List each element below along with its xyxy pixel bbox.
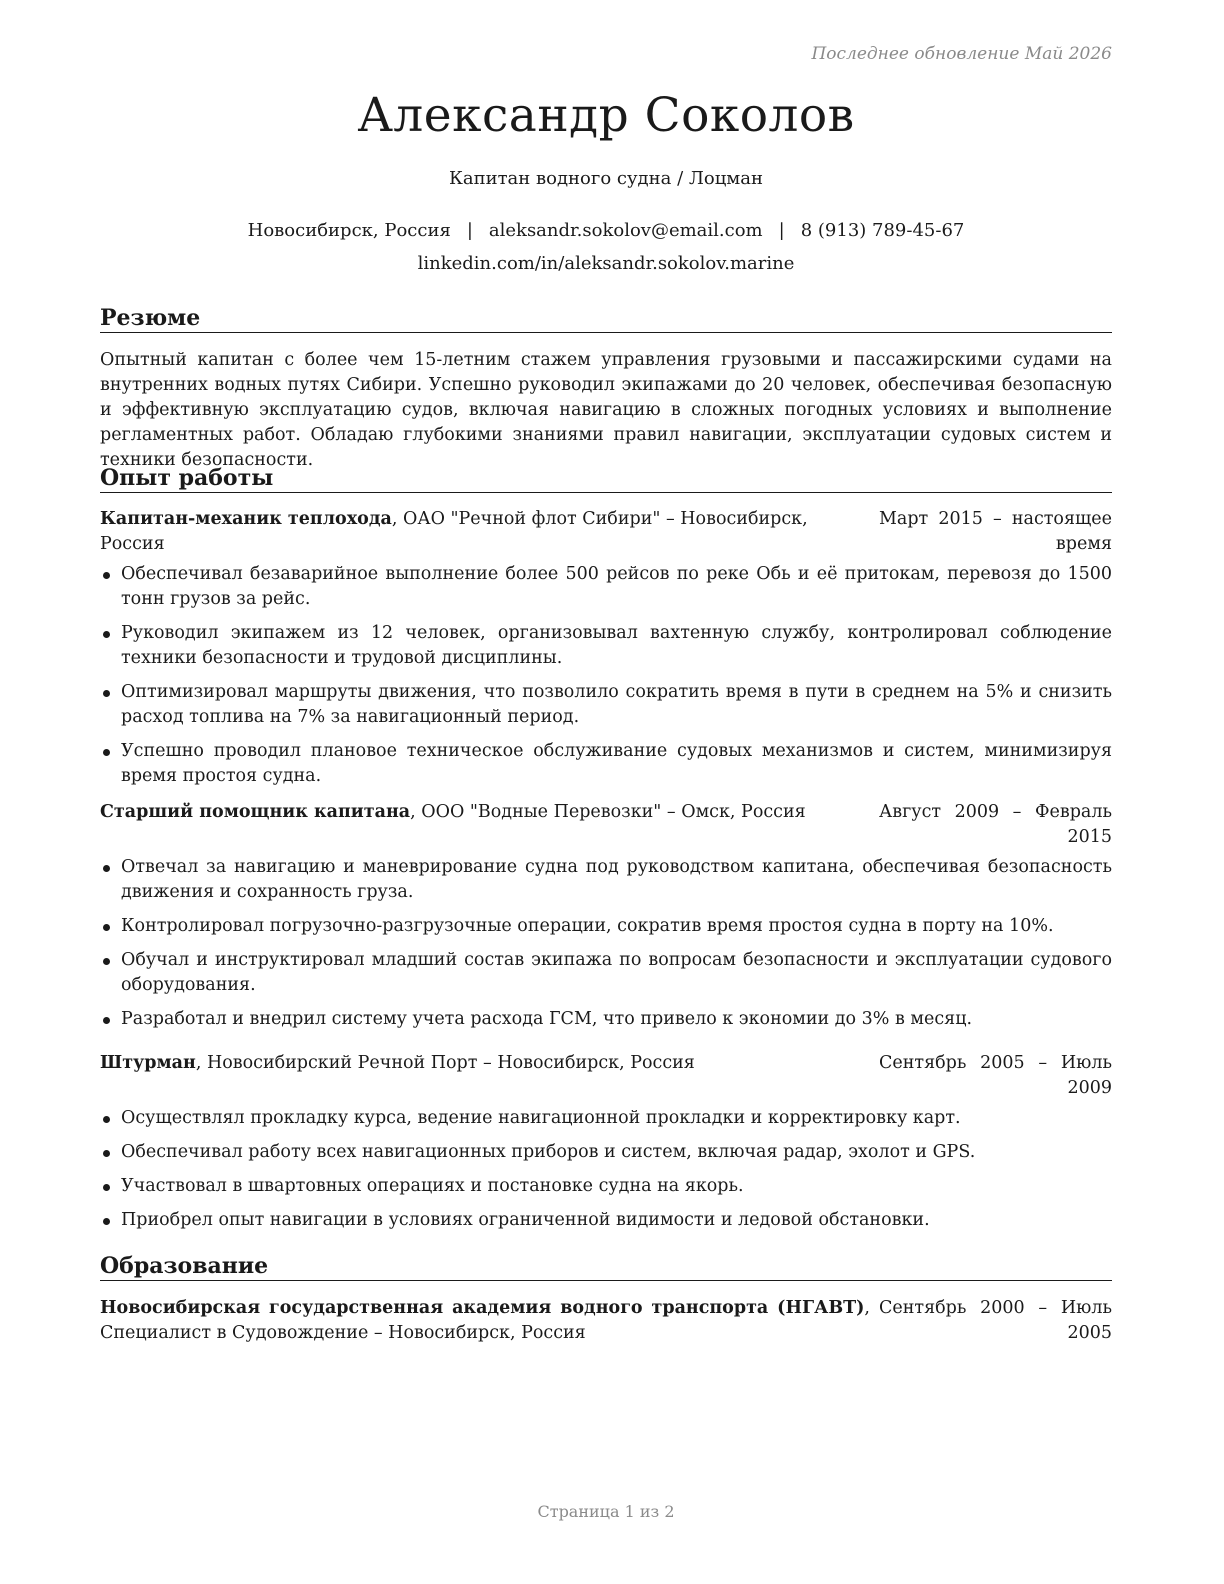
job-org: , ОАО "Речной флот Сибири" – Новосибирск, Россия bbox=[100, 509, 808, 554]
job-entry bbox=[100, 1051, 1112, 1242]
job-title-line bbox=[100, 1051, 860, 1076]
education-dates: Сентябрь 2000 – Июль 2005 bbox=[879, 1298, 1112, 1343]
job-bullets bbox=[100, 562, 1112, 789]
job-entry bbox=[100, 800, 1112, 1041]
list-item: Отвечал за навигацию и маневрирование судна под руководством капитана, обеспечивая безопасность движения и сохранность груза. bbox=[100, 855, 1112, 905]
job-role: Капитан-механик теплохода bbox=[100, 509, 392, 529]
linkedin-link[interactable]: linkedin.com/in/aleksandr.sokolov.marine bbox=[417, 253, 795, 274]
job-dates: Сентябрь 2005 – Июль 2009 bbox=[879, 1053, 1112, 1098]
list-item: Оптимизировал маршруты движения, что позволило сократить время в пути в среднем на 5% и снизить расход топлива на 7% за навигационный период. bbox=[100, 680, 1112, 730]
job-org: , ООО "Водные Перевозки" – Омск, Россия bbox=[410, 802, 806, 822]
education-entry bbox=[100, 1296, 1112, 1346]
job-bullets bbox=[100, 855, 1112, 1032]
education-text bbox=[100, 1296, 870, 1346]
job-entry bbox=[100, 507, 1112, 798]
contact-line bbox=[100, 220, 1112, 241]
contact-separator: | bbox=[466, 220, 473, 241]
list-item: Приобрел опыт навигации в условиях ограниченной видимости и ледовой обстановки. bbox=[100, 1208, 1112, 1233]
resume-page bbox=[100, 0, 1112, 1584]
page-number: Страница 1 из 2 bbox=[537, 1502, 675, 1521]
list-item: Успешно проводил плановое техническое обслуживание судовых механизмов и систем, минимизируя время простоя судна. bbox=[100, 739, 1112, 789]
job-header bbox=[100, 1051, 1112, 1101]
job-dates: Август 2009 – Февраль 2015 bbox=[879, 802, 1112, 847]
education-details: , Специалист в Судовождение – Новосибирск, Россия bbox=[100, 1298, 870, 1343]
location: Новосибирск, Россия bbox=[247, 220, 451, 241]
list-item: Участвовал в швартовных операциях и постановке судна на якорь. bbox=[100, 1174, 1112, 1199]
job-header bbox=[100, 800, 1112, 850]
job-dates: Март 2015 – настоящее время bbox=[879, 509, 1112, 554]
job-org: , Новосибирский Речной Порт – Новосибирск, Россия bbox=[195, 1053, 695, 1073]
section-title-education: Образование bbox=[100, 1253, 1112, 1281]
job-role: Старший помощник капитана bbox=[100, 802, 411, 822]
section-title-summary: Резюме bbox=[100, 305, 1112, 333]
job-title-line bbox=[100, 800, 860, 825]
candidate-name: Александр Соколов bbox=[357, 88, 855, 143]
section-title-experience: Опыт работы bbox=[100, 465, 1112, 493]
list-item: Обучал и инструктировал младший состав экипажа по вопросам безопасности и эксплуатации судового оборудования. bbox=[100, 948, 1112, 998]
job-bullets bbox=[100, 1106, 1112, 1233]
list-item: Осуществлял прокладку курса, ведение навигационной прокладки и корректировку карт. bbox=[100, 1106, 1112, 1131]
list-item: Обеспечивал безаварийное выполнение более 500 рейсов по реке Обь и её притокам, перевозя до 1500 тонн грузов за рейс. bbox=[100, 562, 1112, 612]
list-item: Контролировал погрузочно-разгрузочные операции, сократив время простоя судна в порту на 10%. bbox=[100, 914, 1112, 939]
list-item: Разработал и внедрил систему учета расхода ГСМ, что привело к экономии до 3% в месяц. bbox=[100, 1007, 1112, 1032]
job-header bbox=[100, 507, 1112, 557]
education-school: Новосибирская государственная академия водного транспорта (НГАВТ) bbox=[100, 1298, 865, 1318]
job-role: Штурман bbox=[100, 1053, 196, 1073]
list-item: Руководил экипажем из 12 человек, организовывал вахтенную службу, контролировал соблюдение техники безопасности и трудовой дисциплины. bbox=[100, 621, 1112, 671]
candidate-subtitle: Капитан водного судна / Лоцман bbox=[448, 168, 764, 189]
last-updated: Последнее обновление Май 2026 bbox=[811, 44, 1112, 64]
email-link[interactable]: aleksandr.sokolov@email.com bbox=[488, 220, 763, 241]
summary-text: Опытный капитан с более чем 15-летним стажем управления грузовыми и пассажирскими судами на внутренних водных путях Сибири. Успешно руководил экипажами до 20 человек, обеспечивая безопасную и эффективную эксплуатацию судов, включая навигацию в сложных погодных условиях и выполнение регламентных работ. Обладаю глубокими знаниями правил навигации, эксплуатации судовых систем и техники безопасности. bbox=[100, 350, 1112, 470]
list-item: Обеспечивал работу всех навигационных приборов и систем, включая радар, эхолот и GPS. bbox=[100, 1140, 1112, 1165]
job-title-line bbox=[100, 507, 860, 557]
phone: 8 (913) 789-45-67 bbox=[800, 220, 965, 241]
contact-separator: | bbox=[778, 220, 785, 241]
